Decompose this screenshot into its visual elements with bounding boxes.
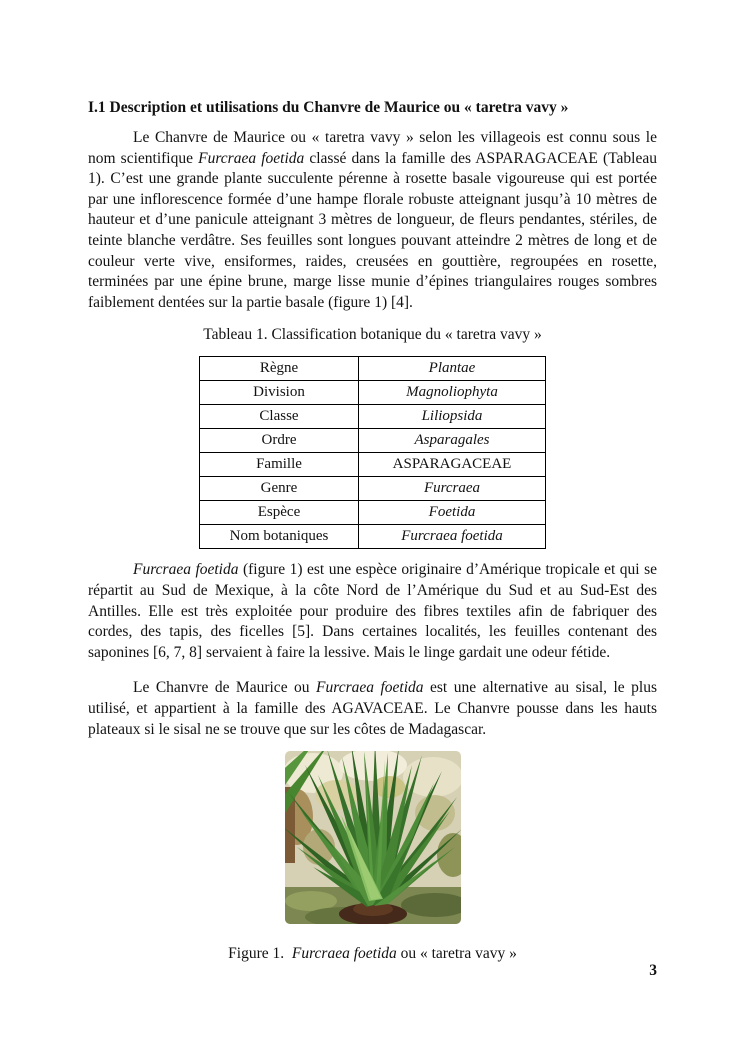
table-row (200, 453, 546, 477)
table-row (200, 429, 546, 453)
table-cell-rank-label: Famille (200, 453, 359, 477)
table-cell-rank-label: Nom botaniques (200, 525, 359, 549)
table-cell-rank-value: Foetida (359, 501, 546, 525)
table-cell-rank-label: Espèce (200, 501, 359, 525)
table-cell-rank-value: Magnoliophyta (359, 381, 546, 405)
table-row (200, 357, 546, 381)
table-row (200, 477, 546, 501)
figure-image (285, 751, 461, 924)
table-cell-rank-label: Division (200, 381, 359, 405)
table-row (200, 381, 546, 405)
plant-photo-illustration (285, 751, 461, 924)
table-cell-rank-value: Furcraea foetida (359, 525, 546, 549)
body-paragraph-3: Le Chanvre de Maurice ou Furcraea foetida est une alternative au sisal, le plus utilisé, et appartient à la famille des AGAVACEAE. Le Chanvre pousse dans les hauts plateaux si le sisal ne se trouve que sur les côtes de Madagascar. (88, 679, 657, 738)
table-cell-rank-label: Règne (200, 357, 359, 381)
table-cell-rank-value: Furcraea (359, 477, 546, 501)
table-cell-rank-label: Classe (200, 405, 359, 429)
table-row (200, 525, 546, 549)
table-caption: Tableau 1. Classification botanique du « taretra vavy » (203, 326, 542, 344)
figure-block (88, 751, 657, 964)
table-row (200, 501, 546, 525)
body-paragraph-2: Furcraea foetida (figure 1) est une espèce originaire d’Amérique tropicale et qui se répartit au Sud de Mexique, à la côte Nord de l’Amérique du Sud et au Sud-Est des Antilles. Elle est très exploitée pour produire des fibres textiles afin de fabriquer des cordes, des tapis, des ficelles [5]. Dans certaines localités, les feuilles contenant des saponines [6, 7, 8] servaient à faire la lessive. Mais le linge gardait une odeur fétide. (88, 561, 658, 661)
classification-table-body (200, 357, 546, 549)
table-cell-rank-value: Plantae (359, 357, 546, 381)
content-area (88, 99, 657, 964)
table-row (200, 405, 546, 429)
section-heading: I.1 Description et utilisations du Chanvre de Maurice ou « taretra vavy » (88, 99, 569, 116)
table-cell-rank-label: Ordre (200, 429, 359, 453)
table-cell-rank-value: ASPARAGACEAE (359, 453, 546, 477)
table-cell-rank-label: Genre (200, 477, 359, 501)
page-number: 3 (649, 962, 657, 979)
classification-table (199, 356, 546, 549)
figure-caption: Figure 1. Furcraea foetida ou « taretra vavy » (228, 945, 517, 963)
body-paragraph-1: Le Chanvre de Maurice ou « taretra vavy » selon les villageois est connu sous le nom scientifique Furcraea foetida classé dans la famille des ASPARAGACEAE (Tableau 1). C’est une grande plante succulente pérenne à rosette basale vigoureuse qui est portée par une inflorescence formée d’une hampe florale robuste atteignant jusqu’à 10 mètres de hauteur et d’une panicule atteignant 3 mètres de longueur, de fleurs pendantes, stériles, de teinte blanche verdâtre. Ses feuilles sont longues pouvant atteindre 2 mètres de long et de couleur verte vive, ensiformes, raides, creusées en gouttière, regroupées en rosette, terminées par une épine brune, marge lisse munie d’épines triangulaires rouges sombres faiblement dentées sur la partie basale (figure 1) [4]. (88, 129, 657, 311)
table-cell-rank-value: Asparagales (359, 429, 546, 453)
table-cell-rank-value: Liliopsida (359, 405, 546, 429)
